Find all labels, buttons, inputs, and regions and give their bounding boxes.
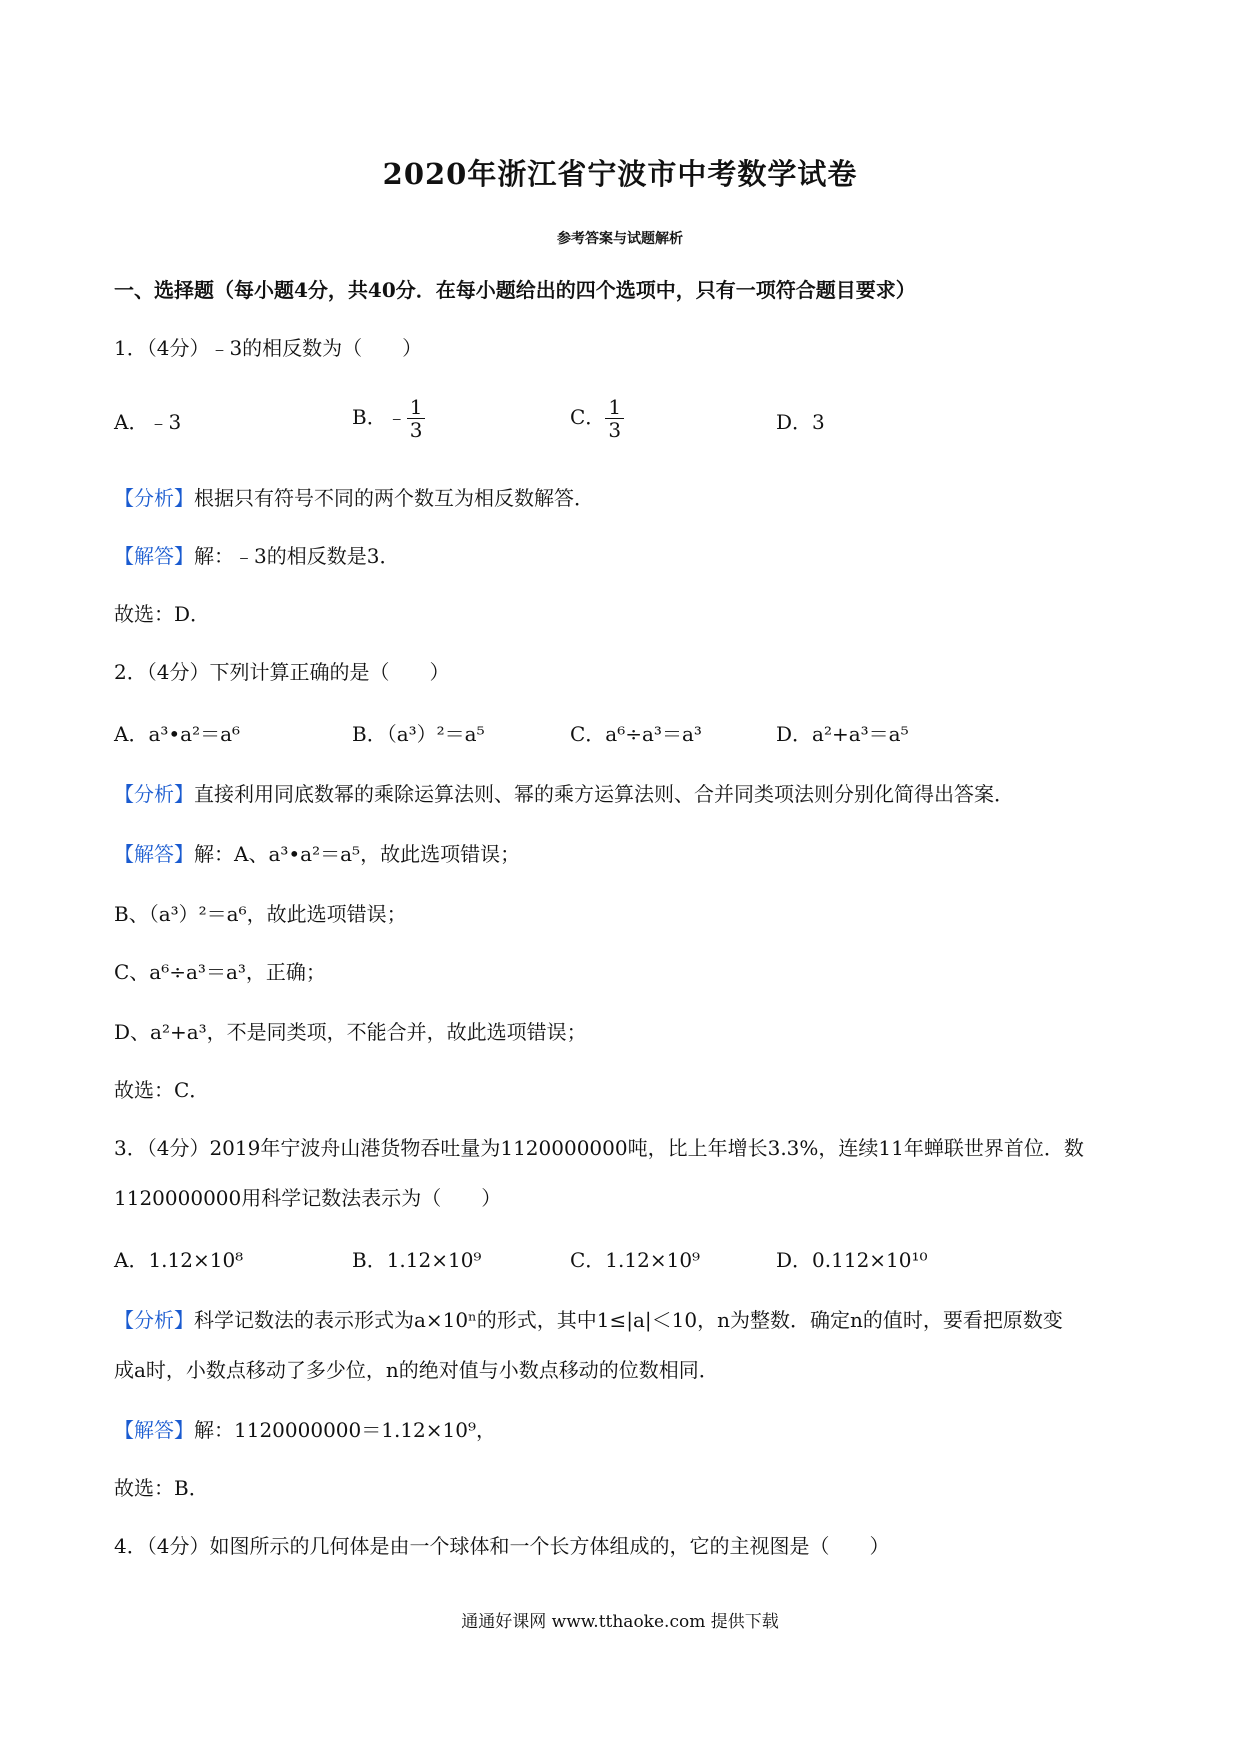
q3-option-a: A．1.12×10⁸ (114, 1248, 244, 1272)
q1-option-b-numerator: 1 (407, 396, 426, 419)
q2-line-b: B、（a³）²＝a⁶，故此选项错误； (114, 902, 407, 926)
answer-label: 【解答】 (114, 842, 194, 866)
q1-option-d: D．3 (776, 410, 825, 434)
q1-option-b-fraction (407, 396, 426, 441)
section-heading: 一、选择题（每小题4分，共40分．在每小题给出的四个选项中，只有一项符合题目要求） (114, 278, 916, 302)
q1-analysis-text: 根据只有符号不同的两个数互为相反数解答． (194, 486, 594, 510)
page-footer: 通通好课网 www.tthaoke.com 提供下载 (461, 1612, 779, 1632)
q3-analysis (114, 1306, 1063, 1334)
q1-answer (114, 542, 399, 570)
q1-option-c (570, 396, 624, 441)
analysis-label: 【分析】 (114, 782, 194, 806)
analysis-label: 【分析】 (114, 486, 194, 510)
q1-analysis (114, 484, 594, 512)
page-subtitle: 参考答案与试题解析 (557, 231, 683, 247)
q2-analysis (114, 780, 1014, 808)
q1-option-a: A．﹣3 (114, 410, 182, 434)
q3-analysis-text-1: 科学记数法的表示形式为a×10ⁿ的形式，其中1≤|a|＜10，n为整数．确定n的值时，要看把原数变 (194, 1308, 1063, 1332)
q1-stem: 1．（4分）﹣3的相反数为（ ） (114, 336, 423, 360)
q2-line-d: D、a²+a³，不是同类项，不能合并，故此选项错误； (114, 1020, 587, 1044)
q1-choice: 故选：D． (114, 602, 211, 626)
analysis-label: 【分析】 (114, 1308, 194, 1332)
q2-option-c: C．a⁶÷a³＝a³ (570, 722, 702, 746)
q3-analysis-text-2: 成a时，小数点移动了多少位，n的绝对值与小数点移动的位数相同． (114, 1358, 719, 1382)
q2-option-d: D．a²+a³＝a⁵ (776, 722, 909, 746)
q1-option-c-fraction (605, 396, 624, 441)
q2-choice: 故选：C． (114, 1078, 210, 1102)
q3-choice: 故选：B． (114, 1476, 209, 1500)
q3-option-c: C．1.12×10⁹ (570, 1248, 701, 1272)
q3-option-d: D．0.112×10¹⁰ (776, 1248, 928, 1272)
q4-stem: 4．（4分）如图所示的几何体是由一个球体和一个长方体组成的，它的主视图是（ ） (114, 1534, 890, 1558)
q2-line-c: C、a⁶÷a³＝a³，正确； (114, 960, 326, 984)
q2-option-b: B．（a³）²＝a⁵ (352, 722, 485, 746)
q1-option-c-numerator: 1 (605, 396, 624, 419)
answer-label: 【解答】 (114, 1418, 194, 1442)
q1-option-c-denominator: 3 (608, 418, 622, 442)
q3-stem-line2: 1120000000用科学记数法表示为（ ） (114, 1186, 502, 1210)
page-title: 2020年浙江省宁波市中考数学试卷 (382, 157, 858, 191)
q2-stem: 2．（4分）下列计算正确的是（ ） (114, 660, 450, 684)
q3-answer-text: 解：1120000000＝1.12×10⁹， (194, 1418, 497, 1442)
q3-option-b: B．1.12×10⁹ (352, 1248, 482, 1272)
q3-stem-line1: 3．（4分）2019年宁波舟山港货物吞吐量为1120000000吨，比上年增长3.3%，连续11年蝉联世界首位．数 (114, 1136, 1084, 1160)
q1-option-b-denominator: 3 (409, 418, 423, 442)
q1-option-c-prefix: C． (570, 405, 606, 429)
q1-option-b (352, 396, 425, 441)
q2-answer-text: 解：A、a³•a²＝a⁵，故此选项错误； (194, 842, 521, 866)
q1-answer-text: 解：﹣3的相反数是3． (194, 544, 400, 568)
q3-answer (114, 1416, 496, 1444)
q2-option-a: A．a³•a²＝a⁶ (114, 722, 241, 746)
q1-option-b-prefix: B．﹣ (352, 405, 407, 429)
q2-answer (114, 840, 520, 868)
answer-label: 【解答】 (114, 544, 194, 568)
q2-analysis-text: 直接利用同底数幂的乘除运算法则、幂的乘方运算法则、合并同类项法则分别化简得出答案． (194, 782, 1014, 806)
